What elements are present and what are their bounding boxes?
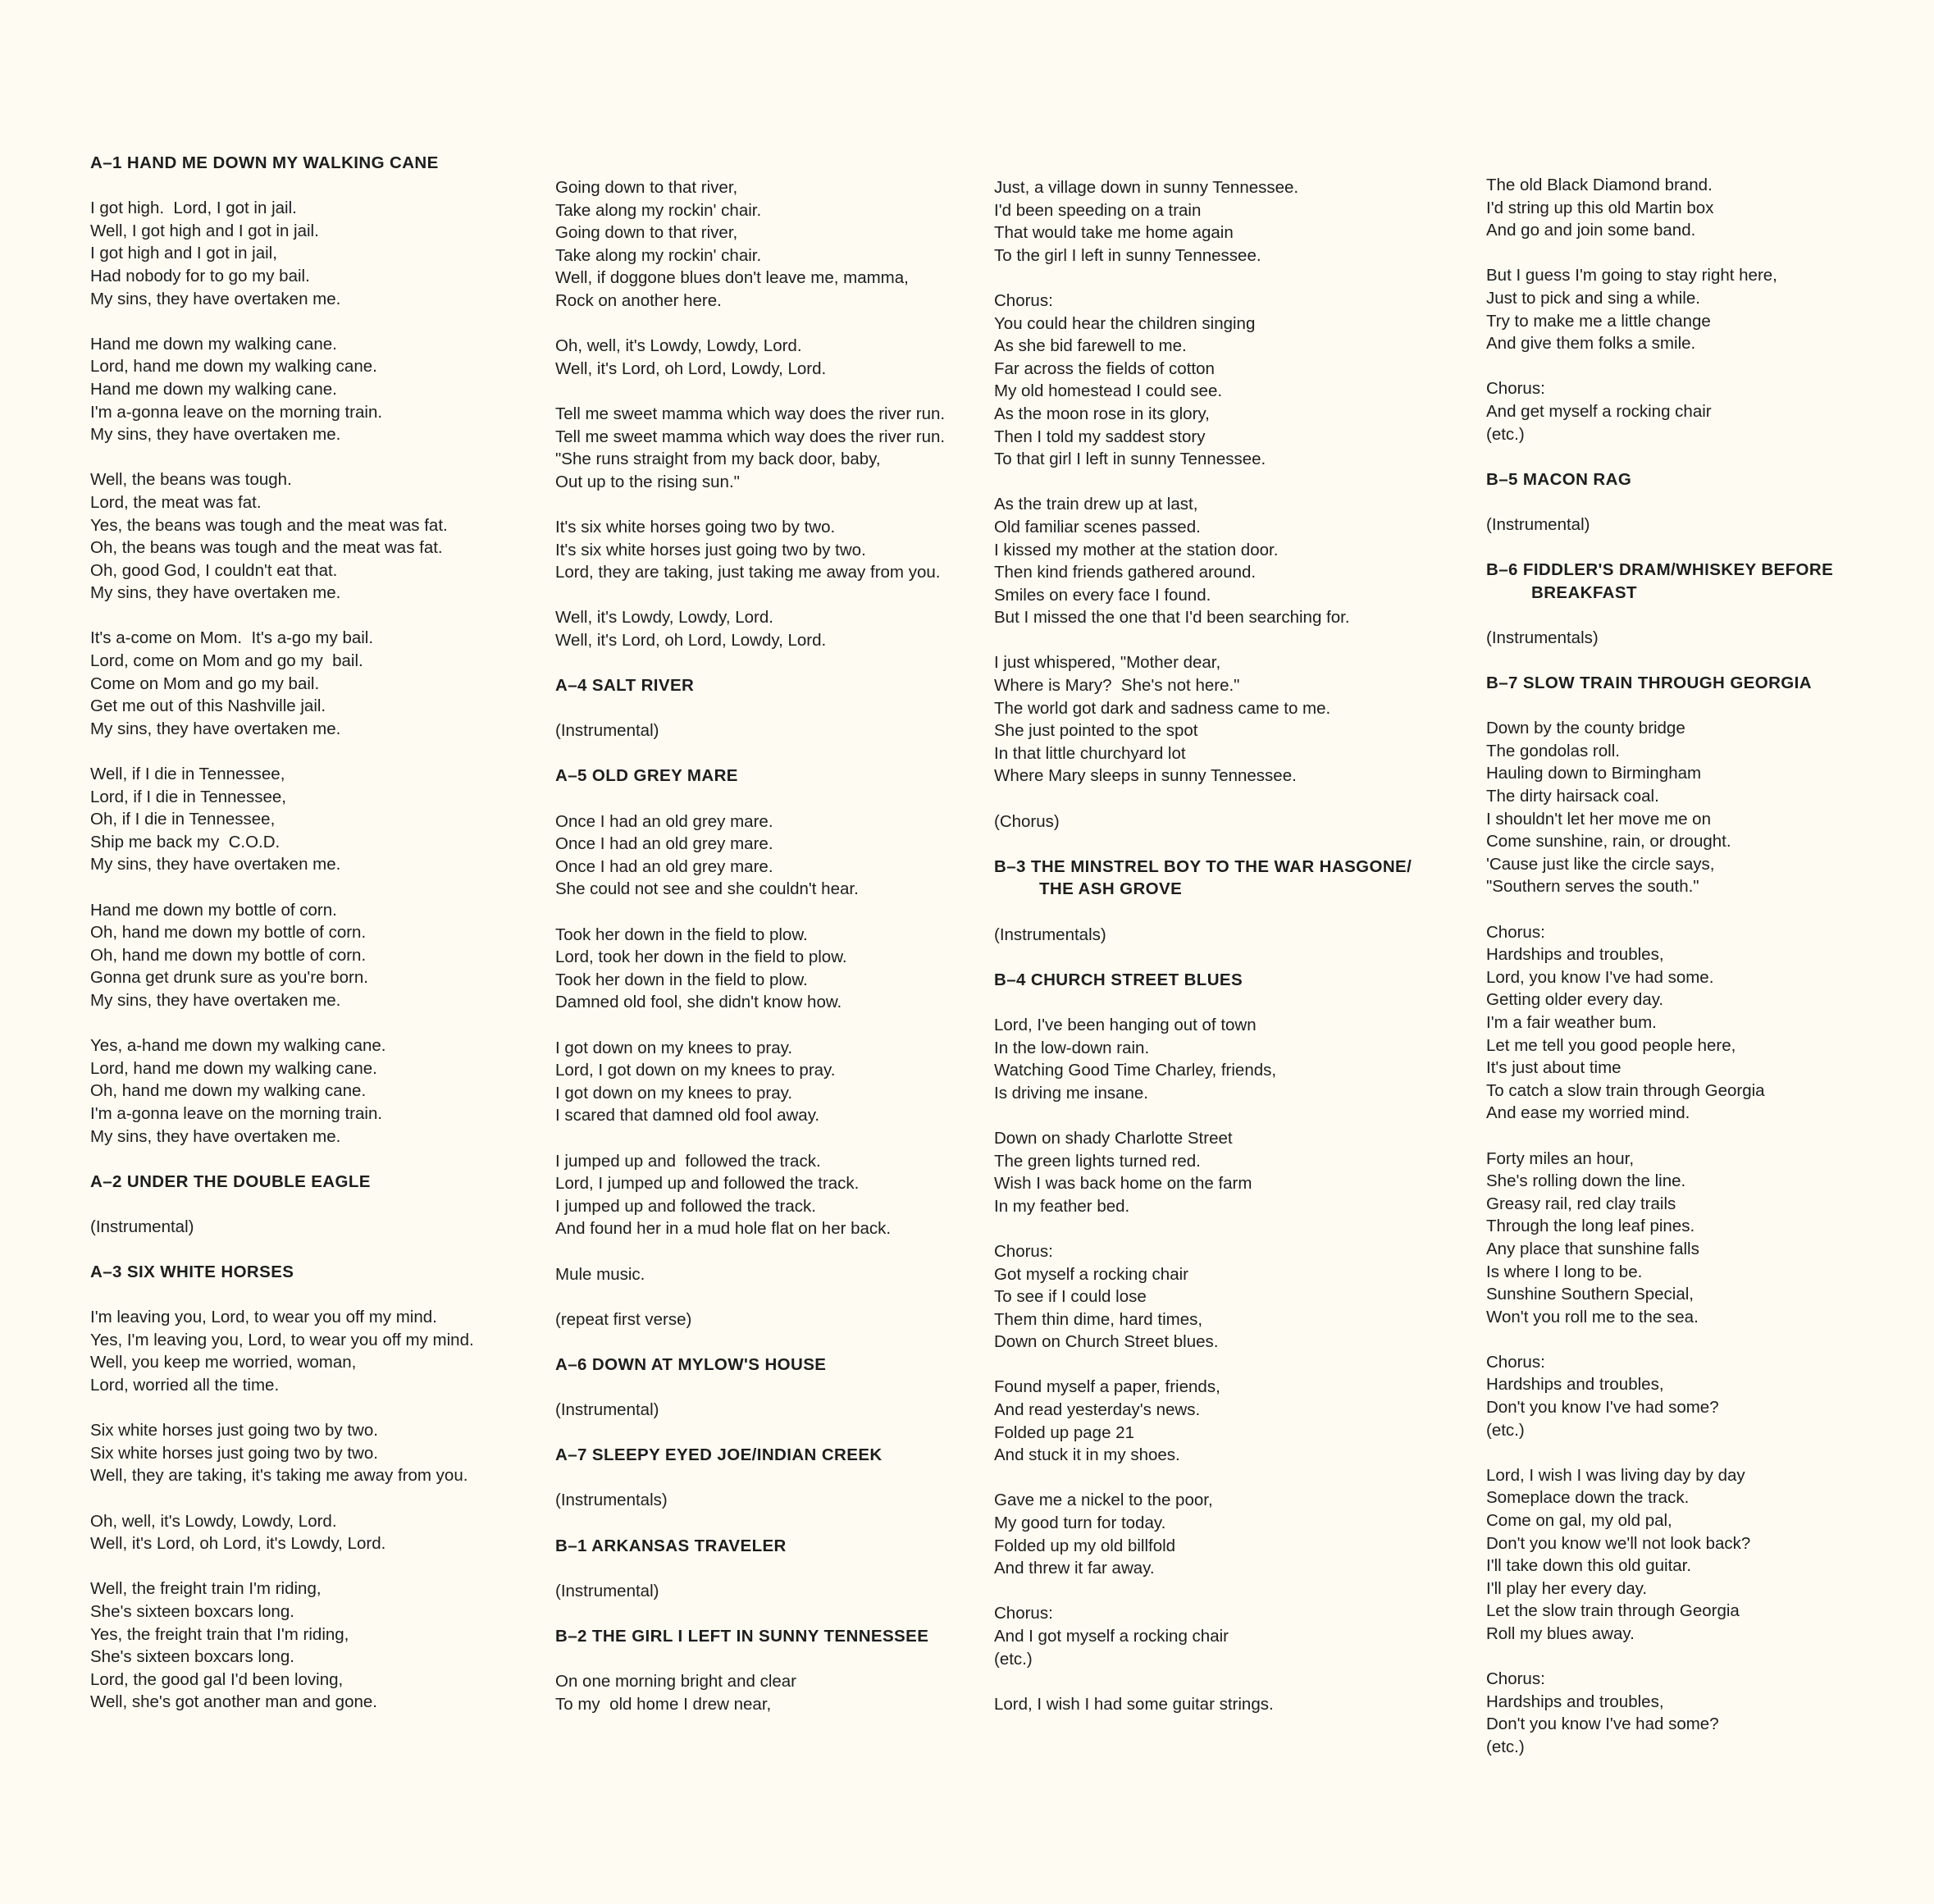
lyric-line: And give them folks a smile.	[1486, 334, 1696, 354]
lyric-line: Tell me sweet mamma which way does the river run.	[555, 404, 946, 423]
lyric-line: Chorus:	[994, 290, 1053, 310]
lyric-line: Just to pick and sing a while.	[1486, 288, 1700, 308]
lyric-line: I shouldn't let her move me on	[1486, 809, 1711, 829]
lyrics-verse	[555, 1399, 1031, 1422]
lyric-line: My sins, they have overtaken me.	[90, 990, 341, 1010]
song-title: A–5 OLD GREY MARE	[555, 766, 738, 786]
lyrics-verse	[1486, 514, 1934, 536]
lyric-line: My sins, they have overtaken me.	[90, 583, 341, 603]
lyric-line: Going down to that river,	[555, 178, 738, 197]
lyrics-verse	[555, 719, 1031, 742]
lyric-line: Oh, good God, I couldn't eat that.	[90, 560, 338, 580]
lyric-line: Well, you keep me worried, woman,	[90, 1353, 357, 1372]
lyric-line: Someplace down the track.	[1486, 1488, 1690, 1508]
lyric-line: (Chorus)	[994, 811, 1060, 831]
lyric-line: Mule music.	[555, 1264, 645, 1284]
lyric-line: Had nobody for to go my bail.	[90, 266, 310, 285]
lyric-line: My sins, they have overtaken me.	[90, 1126, 341, 1146]
lyric-line: Well, if I die in Tennessee,	[90, 765, 285, 784]
song-title: A–2 UNDER THE DOUBLE EAGLE	[90, 1171, 371, 1191]
lyric-line: Don't you know I've had some?	[1486, 1398, 1719, 1418]
lyric-line: In the low-down rain.	[994, 1038, 1150, 1057]
lyric-line: Hauling down to Birmingham	[1486, 764, 1702, 783]
lyrics-verse	[555, 924, 1031, 1014]
lyrics-verse	[1486, 1668, 1934, 1758]
lyric-line: And threw it far away.	[994, 1559, 1155, 1578]
lyric-line: That would take me home again	[994, 223, 1234, 243]
lyric-line: She's sixteen boxcars long.	[90, 1602, 294, 1621]
lyric-line: Lord, hand me down my walking cane.	[90, 1058, 377, 1078]
lyric-line: To the girl I left in sunny Tennessee.	[994, 245, 1261, 265]
lyric-line: And go and join some band.	[1486, 221, 1696, 240]
lyric-line: Chorus:	[994, 1241, 1053, 1261]
lyric-line: Where is Mary? She's not here."	[994, 676, 1240, 696]
lyric-line: As the moon rose in its glory,	[994, 404, 1210, 423]
lyric-line: I'll play her every day.	[1486, 1578, 1648, 1598]
lyric-line: She's rolling down the line.	[1486, 1171, 1686, 1191]
lyrics-verse	[994, 176, 1470, 267]
lyric-line: Down on shady Charlotte Street	[994, 1128, 1233, 1148]
lyrics-verse	[90, 468, 566, 605]
lyric-line: Don't you know we'll not look back?	[1486, 1533, 1751, 1553]
lyrics-verse	[994, 493, 1470, 629]
song-title-continued: BREAKFAST	[1531, 582, 1637, 602]
lyric-line: Then kind friends gathered around.	[994, 563, 1257, 582]
lyric-line: I'm leaving you, Lord, to wear you off my mind.	[90, 1308, 437, 1327]
lyrics-verse	[90, 627, 566, 740]
lyric-line: Yes, a-hand me down my walking cane.	[90, 1036, 386, 1056]
lyric-line: Oh, well, it's Lowdy, Lowdy, Lord.	[555, 336, 802, 356]
lyric-line: Damned old fool, she didn't know how.	[555, 993, 842, 1012]
song-heading	[555, 1535, 1031, 1558]
lyric-line: (Instrumentals)	[994, 925, 1106, 944]
lyric-line: (etc.)	[1486, 1420, 1525, 1440]
lyric-line: But I guess I'm going to stay right here,	[1486, 266, 1777, 285]
lyrics-verse	[994, 1693, 1470, 1716]
lyric-line: Oh, the beans was tough and the meat was fat.	[90, 538, 443, 558]
lyric-line: Sunshine Southern Special,	[1486, 1285, 1695, 1304]
lyric-line: (Instrumental)	[1486, 514, 1590, 534]
lyric-line: I'm a-gonna leave on the morning train.	[90, 1103, 383, 1123]
song-heading	[1486, 468, 1934, 491]
lyrics-verse	[555, 335, 1031, 380]
lyrics-verse	[555, 1150, 1031, 1240]
song-heading	[90, 1261, 566, 1284]
lyric-line: Is driving me insane.	[994, 1083, 1149, 1103]
lyrics-verse	[1486, 717, 1934, 898]
lyric-line: Lord, if I die in Tennessee,	[90, 787, 286, 806]
lyric-line: Just, a village down in sunny Tennessee.	[994, 178, 1299, 197]
lyric-line: I jumped up and followed the track.	[555, 1196, 816, 1216]
lyric-line: Hardships and troubles,	[1486, 1692, 1664, 1711]
lyric-line: Lord, I've been hanging out of town	[994, 1015, 1257, 1034]
lyric-line: Lord, you know I've had some.	[1486, 967, 1714, 987]
lyric-line: It's six white horses going two by two.	[555, 517, 836, 536]
lyric-line: Lord, I wish I had some guitar strings.	[994, 1694, 1274, 1714]
lyric-line: To my old home I drew near,	[555, 1694, 772, 1714]
song-heading	[555, 1354, 1031, 1377]
lyric-line: You could hear the children singing	[994, 313, 1256, 333]
lyric-line: Oh, if I die in Tennessee,	[90, 810, 276, 829]
lyric-line: Down by the county bridge	[1486, 719, 1685, 738]
lyric-line: Six white horses just going two by two.	[90, 1443, 378, 1463]
lyric-line: I'm a fair weather bum.	[1486, 1012, 1657, 1032]
lyric-line: The green lights turned red.	[994, 1151, 1201, 1171]
lyric-line: Oh, hand me down my walking cane.	[90, 1081, 367, 1101]
lyric-line: Old familiar scenes passed.	[994, 517, 1201, 536]
song-heading	[555, 1625, 1031, 1648]
song-heading	[90, 1171, 566, 1194]
lyrics-verse	[994, 924, 1470, 947]
lyric-line: Lord, hand me down my walking cane.	[90, 357, 377, 377]
lyric-line: I got down on my knees to pray.	[555, 1083, 793, 1103]
lyrics-verse	[994, 651, 1470, 788]
lyric-line: It's a-come on Mom. It's a-go my bail.	[90, 628, 374, 648]
lyrics-verse	[1486, 627, 1934, 650]
lyric-line: My sins, they have overtaken me.	[90, 425, 341, 445]
lyrics-verse	[90, 1216, 566, 1239]
lyric-line: Out up to the rising sun."	[555, 472, 740, 491]
lyric-line: "She runs straight from my back door, baby,	[555, 450, 881, 469]
lyric-line: Well, she's got another man and gone.	[90, 1692, 377, 1712]
lyric-line: Smiles on every face I found.	[994, 585, 1211, 605]
lyric-line: Folded up page 21	[994, 1422, 1134, 1442]
lyric-line: Yes, I'm leaving you, Lord, to wear you off my mind.	[90, 1330, 474, 1349]
lyric-line: And get myself a rocking chair	[1486, 401, 1712, 421]
lyric-line: "Southern serves the south."	[1486, 877, 1699, 897]
lyric-line: Let the slow train through Georgia	[1486, 1601, 1740, 1621]
lyric-line: Lord, I wish I was living day by day	[1486, 1465, 1745, 1485]
song-title: A–1 HAND ME DOWN MY WALKING CANE	[90, 153, 439, 172]
lyrics-verse	[1486, 1351, 1934, 1441]
lyric-line: The dirty hairsack coal.	[1486, 787, 1659, 806]
lyric-line: I jumped up and followed the track.	[555, 1151, 821, 1171]
song-heading	[994, 856, 1470, 901]
lyrics-verse	[994, 1489, 1470, 1579]
lyric-line: Took her down in the field to plow.	[555, 925, 808, 944]
song-heading	[1486, 672, 1934, 695]
song-title: B–1 ARKANSAS TRAVELER	[555, 1536, 787, 1555]
lyric-line: The gondolas roll.	[1486, 741, 1620, 760]
lyric-line: Got myself a rocking chair	[994, 1264, 1188, 1284]
lyric-line: Six white horses just going two by two.	[90, 1421, 378, 1441]
lyric-line: (Instrumentals)	[1486, 628, 1599, 647]
lyric-line: My good turn for today.	[994, 1514, 1166, 1533]
lyric-line: My sins, they have overtaken me.	[90, 719, 341, 738]
song-title: A–6 DOWN AT MYLOW'S HOUSE	[555, 1354, 827, 1374]
song-heading	[555, 674, 1031, 697]
lyric-line: Come on gal, my old pal,	[1486, 1511, 1672, 1531]
lyric-line: Chorus:	[1486, 379, 1545, 399]
lyric-line: Hand me down my walking cane.	[90, 334, 337, 354]
lyric-line: She just pointed to the spot	[994, 721, 1198, 741]
lyrics-column-1	[90, 152, 566, 1737]
lyric-line: Wish I was back home on the farm	[994, 1174, 1252, 1194]
lyric-line: Folded up my old billfold	[994, 1536, 1176, 1555]
lyric-line: (etc.)	[994, 1649, 1033, 1669]
lyrics-column-2	[555, 176, 1031, 1738]
lyric-line: Chorus:	[1486, 1669, 1545, 1689]
lyric-line: Yes, the freight train that I'm riding,	[90, 1624, 349, 1644]
lyric-line: Well, it's Lord, oh Lord, Lowdy, Lord.	[555, 358, 827, 378]
lyric-line: Don't you know I've had some?	[1486, 1715, 1719, 1734]
lyric-line: Forty miles an hour,	[1486, 1148, 1635, 1168]
lyric-line: Gave me a nickel to the poor,	[994, 1491, 1213, 1510]
lyrics-verse	[555, 1580, 1031, 1603]
lyric-line: I got down on my knees to pray.	[555, 1038, 793, 1057]
lyric-line: I just whispered, "Mother dear,	[994, 653, 1221, 673]
song-title: A–4 SALT RIVER	[555, 676, 695, 696]
lyric-line: I'd string up this old Martin box	[1486, 198, 1714, 217]
lyric-line: As she bid farewell to me.	[994, 336, 1187, 356]
lyrics-verse	[555, 1308, 1031, 1331]
lyrics-verse	[90, 763, 566, 876]
lyric-line: Is where I long to be.	[1486, 1262, 1643, 1281]
lyrics-verse	[90, 899, 566, 1012]
lyric-line: Oh, well, it's Lowdy, Lowdy, Lord.	[90, 1511, 337, 1531]
lyric-line: Lord, come on Mom and go my bail.	[90, 651, 363, 671]
lyric-line: Lord, worried all the time.	[90, 1376, 280, 1395]
lyric-line: Down on Church Street blues.	[994, 1332, 1219, 1352]
lyrics-verse	[1486, 921, 1934, 1125]
lyric-line: Lord, I jumped up and followed the track.	[555, 1174, 860, 1194]
lyric-line: It's six white horses just going two by two.	[555, 540, 866, 559]
lyric-line: Once I had an old grey mare.	[555, 856, 773, 876]
lyrics-verse	[994, 290, 1470, 471]
lyrics-column-3	[994, 176, 1470, 1738]
lyrics-verse	[555, 810, 1031, 901]
lyric-line: And I got myself a rocking chair	[994, 1627, 1229, 1646]
lyrics-verse	[1486, 377, 1934, 445]
lyric-line: Getting older every day.	[1486, 990, 1664, 1010]
lyric-line: And found her in a mud hole flat on her back.	[555, 1219, 892, 1239]
lyric-line: Lord, I got down on my knees to pray.	[555, 1061, 836, 1080]
lyric-line: Gonna get drunk sure as you're born.	[90, 968, 368, 988]
lyric-line: (repeat first verse)	[555, 1309, 692, 1329]
lyric-line: Lord, the meat was fat.	[90, 492, 262, 512]
lyric-line: I scared that damned old fool away.	[555, 1106, 820, 1126]
lyric-line: I'd been speeding on a train	[994, 200, 1202, 220]
lyric-line: (Instrumental)	[555, 1400, 659, 1420]
song-heading	[1486, 559, 1934, 604]
lyric-line: Well, the freight train I'm riding,	[90, 1579, 322, 1599]
lyric-line: I'll take down this old guitar.	[1486, 1556, 1692, 1576]
lyric-line: Take along my rockin' chair.	[555, 245, 762, 265]
lyric-line: Ship me back my C.O.D.	[90, 832, 281, 852]
lyric-line: Try to make me a little change	[1486, 311, 1711, 331]
song-heading	[994, 969, 1470, 992]
lyric-line: I got high and I got in jail,	[90, 244, 277, 263]
lyrics-verse	[994, 1014, 1470, 1104]
lyric-line: Lord, took her down in the field to plow.	[555, 947, 847, 967]
song-title-continued: THE ASH GROVE	[1039, 879, 1183, 899]
song-title: B–3 THE MINSTREL BOY TO THE WAR HASGONE/	[994, 856, 1412, 876]
lyrics-verse	[555, 516, 1031, 584]
lyric-line: Well, I got high and I got in jail.	[90, 221, 319, 240]
song-title: B–2 THE GIRL I LEFT IN SUNNY TENNESSEE	[555, 1627, 929, 1646]
lyric-line: Any place that sunshine falls	[1486, 1239, 1699, 1258]
lyrics-verse	[994, 1127, 1470, 1217]
lyric-line: She could not see and she couldn't hear.	[555, 879, 859, 899]
lyrics-verse	[555, 1489, 1031, 1512]
song-title: A–3 SIX WHITE HORSES	[90, 1262, 294, 1282]
lyric-line: Lord, the good gal I'd been loving,	[90, 1669, 344, 1689]
lyric-line: Well, it's Lord, oh Lord, it's Lowdy, Lord.	[90, 1534, 386, 1554]
lyric-line: As the train drew up at last,	[994, 495, 1198, 514]
lyric-line: (Instrumental)	[555, 1581, 659, 1600]
lyric-line: And read yesterday's news.	[994, 1400, 1201, 1420]
lyric-line: Found myself a paper, friends,	[994, 1377, 1220, 1397]
lyric-line: Well, the beans was tough.	[90, 470, 292, 490]
song-heading	[555, 1444, 1031, 1467]
lyrics-verse	[90, 1578, 566, 1714]
lyric-line: Hardships and troubles,	[1486, 945, 1664, 965]
lyric-line: Lord, they are taking, just taking me away from you.	[555, 563, 941, 582]
lyric-line: To that girl I left in sunny Tennessee.	[994, 450, 1266, 469]
song-title: B–6 FIDDLER'S DRAM/WHISKEY BEFORE	[1486, 560, 1834, 580]
lyric-line: Once I had an old grey mare.	[555, 811, 773, 831]
lyric-line: To catch a slow train through Georgia	[1486, 1080, 1765, 1100]
lyric-line: Took her down in the field to plow.	[555, 970, 808, 989]
lyric-line: Tell me sweet mamma which way does the river run.	[555, 427, 946, 446]
song-title: A–7 SLEEPY EYED JOE/INDIAN CREEK	[555, 1445, 883, 1465]
lyric-line: It's just about time	[1486, 1058, 1622, 1078]
lyrics-verse	[90, 197, 566, 310]
lyric-line: Well, it's Lowdy, Lowdy, Lord.	[555, 608, 773, 628]
lyrics-verse	[90, 333, 566, 446]
lyric-line: In that little churchyard lot	[994, 743, 1186, 763]
lyric-line: Watching Good Time Charley, friends,	[994, 1061, 1277, 1080]
lyrics-verse	[555, 176, 1031, 313]
lyric-line: To see if I could lose	[994, 1287, 1147, 1307]
lyric-line: Far across the fields of cotton	[994, 358, 1215, 378]
lyrics-verse	[555, 1670, 1031, 1715]
lyrics-verse	[994, 1376, 1470, 1466]
lyric-line: Well, if doggone blues don't leave me, mamma,	[555, 268, 909, 288]
lyric-line: (etc.)	[1486, 424, 1525, 444]
lyric-line: Won't you roll me to the sea.	[1486, 1307, 1699, 1326]
lyric-line: Greasy rail, red clay trails	[1486, 1194, 1676, 1213]
lyric-line: And ease my worried mind.	[1486, 1103, 1690, 1123]
lyric-line: (Instrumentals)	[555, 1491, 668, 1510]
lyric-line: Come on Mom and go my bail.	[90, 673, 320, 693]
lyrics-verse	[1486, 1464, 1934, 1646]
song-title: B–5 MACON RAG	[1486, 469, 1632, 489]
lyric-line: Get me out of this Nashville jail.	[90, 696, 326, 716]
lyrics-verse	[1486, 1148, 1934, 1329]
lyric-line: My sins, they have overtaken me.	[90, 855, 341, 874]
lyric-line: Well, it's Lord, oh Lord, Lowdy, Lord.	[555, 630, 827, 650]
lyric-line: I got high. Lord, I got in jail.	[90, 199, 297, 218]
lyric-line: On one morning bright and clear	[555, 1672, 797, 1692]
lyric-line: Where Mary sleeps in sunny Tennessee.	[994, 766, 1297, 786]
lyrics-verse	[1486, 264, 1934, 354]
song-heading	[555, 765, 1031, 788]
lyrics-verse	[90, 1306, 566, 1396]
lyric-line: Oh, hand me down my bottle of corn.	[90, 945, 367, 965]
lyric-line: My sins, they have overtaken me.	[90, 289, 341, 308]
lyric-line: Come sunshine, rain, or drought.	[1486, 832, 1731, 852]
song-heading	[90, 152, 566, 175]
lyric-line: 'Cause just like the circle says,	[1486, 854, 1715, 874]
lyrics-verse	[555, 403, 1031, 493]
lyric-line: Let me tell you good people here,	[1486, 1035, 1736, 1055]
lyrics-verse	[90, 1510, 566, 1555]
lyric-line: The world got dark and sadness came to me.	[994, 698, 1331, 718]
lyric-line: Take along my rockin' chair.	[555, 200, 762, 220]
song-title: B–4 CHURCH STREET BLUES	[994, 970, 1243, 989]
lyric-line: Once I had an old grey mare.	[555, 834, 773, 854]
lyrics-column-4	[1486, 174, 1934, 1781]
lyric-line: The old Black Diamond brand.	[1486, 176, 1713, 194]
lyric-line: But I missed the one that I'd been searching for.	[994, 608, 1350, 628]
song-title: B–7 SLOW TRAIN THROUGH GEORGIA	[1486, 673, 1812, 693]
lyrics-verse	[994, 810, 1470, 833]
lyrics-verse	[1486, 174, 1934, 242]
lyric-line: (Instrumental)	[555, 721, 659, 741]
lyric-line: Through the long leaf pines.	[1486, 1217, 1695, 1236]
lyric-line: Rock on another here.	[555, 290, 722, 310]
lyric-line: Then I told my saddest story	[994, 427, 1206, 446]
lyric-line: Roll my blues away.	[1486, 1624, 1635, 1643]
lyric-line: Hand me down my walking cane.	[90, 379, 337, 399]
lyric-line: I'm a-gonna leave on the morning train.	[90, 402, 383, 422]
lyric-line: Yes, the beans was tough and the meat was fat.	[90, 515, 448, 535]
lyric-line: I kissed my mother at the station door.	[994, 540, 1279, 559]
lyrics-verse	[555, 606, 1031, 651]
lyric-line: My old homestead I could see.	[994, 381, 1223, 401]
lyric-line: She's sixteen boxcars long.	[90, 1647, 294, 1667]
lyric-line: Them thin dime, hard times,	[994, 1309, 1203, 1329]
lyric-line: In my feather bed.	[994, 1196, 1130, 1216]
lyric-line: Hand me down my bottle of corn.	[90, 900, 337, 920]
lyric-line: Chorus:	[994, 1604, 1053, 1623]
lyric-line: (Instrumental)	[90, 1217, 194, 1236]
lyric-line: Going down to that river,	[555, 223, 738, 243]
lyric-line: Well, they are taking, it's taking me away from you.	[90, 1466, 468, 1486]
lyrics-verse	[555, 1037, 1031, 1127]
lyric-line: Chorus:	[1486, 1352, 1545, 1372]
lyrics-verse	[555, 1263, 1031, 1286]
lyrics-verse	[90, 1034, 566, 1148]
lyric-line: Oh, hand me down my bottle of corn.	[90, 923, 367, 943]
lyrics-verse	[994, 1602, 1470, 1670]
lyric-line: Hardships and troubles,	[1486, 1375, 1664, 1395]
lyric-line: Chorus:	[1486, 922, 1545, 942]
lyric-line: And stuck it in my shoes.	[994, 1445, 1180, 1465]
lyric-line: (etc.)	[1486, 1737, 1525, 1756]
lyrics-verse	[90, 1419, 566, 1487]
lyrics-verse	[994, 1240, 1470, 1354]
